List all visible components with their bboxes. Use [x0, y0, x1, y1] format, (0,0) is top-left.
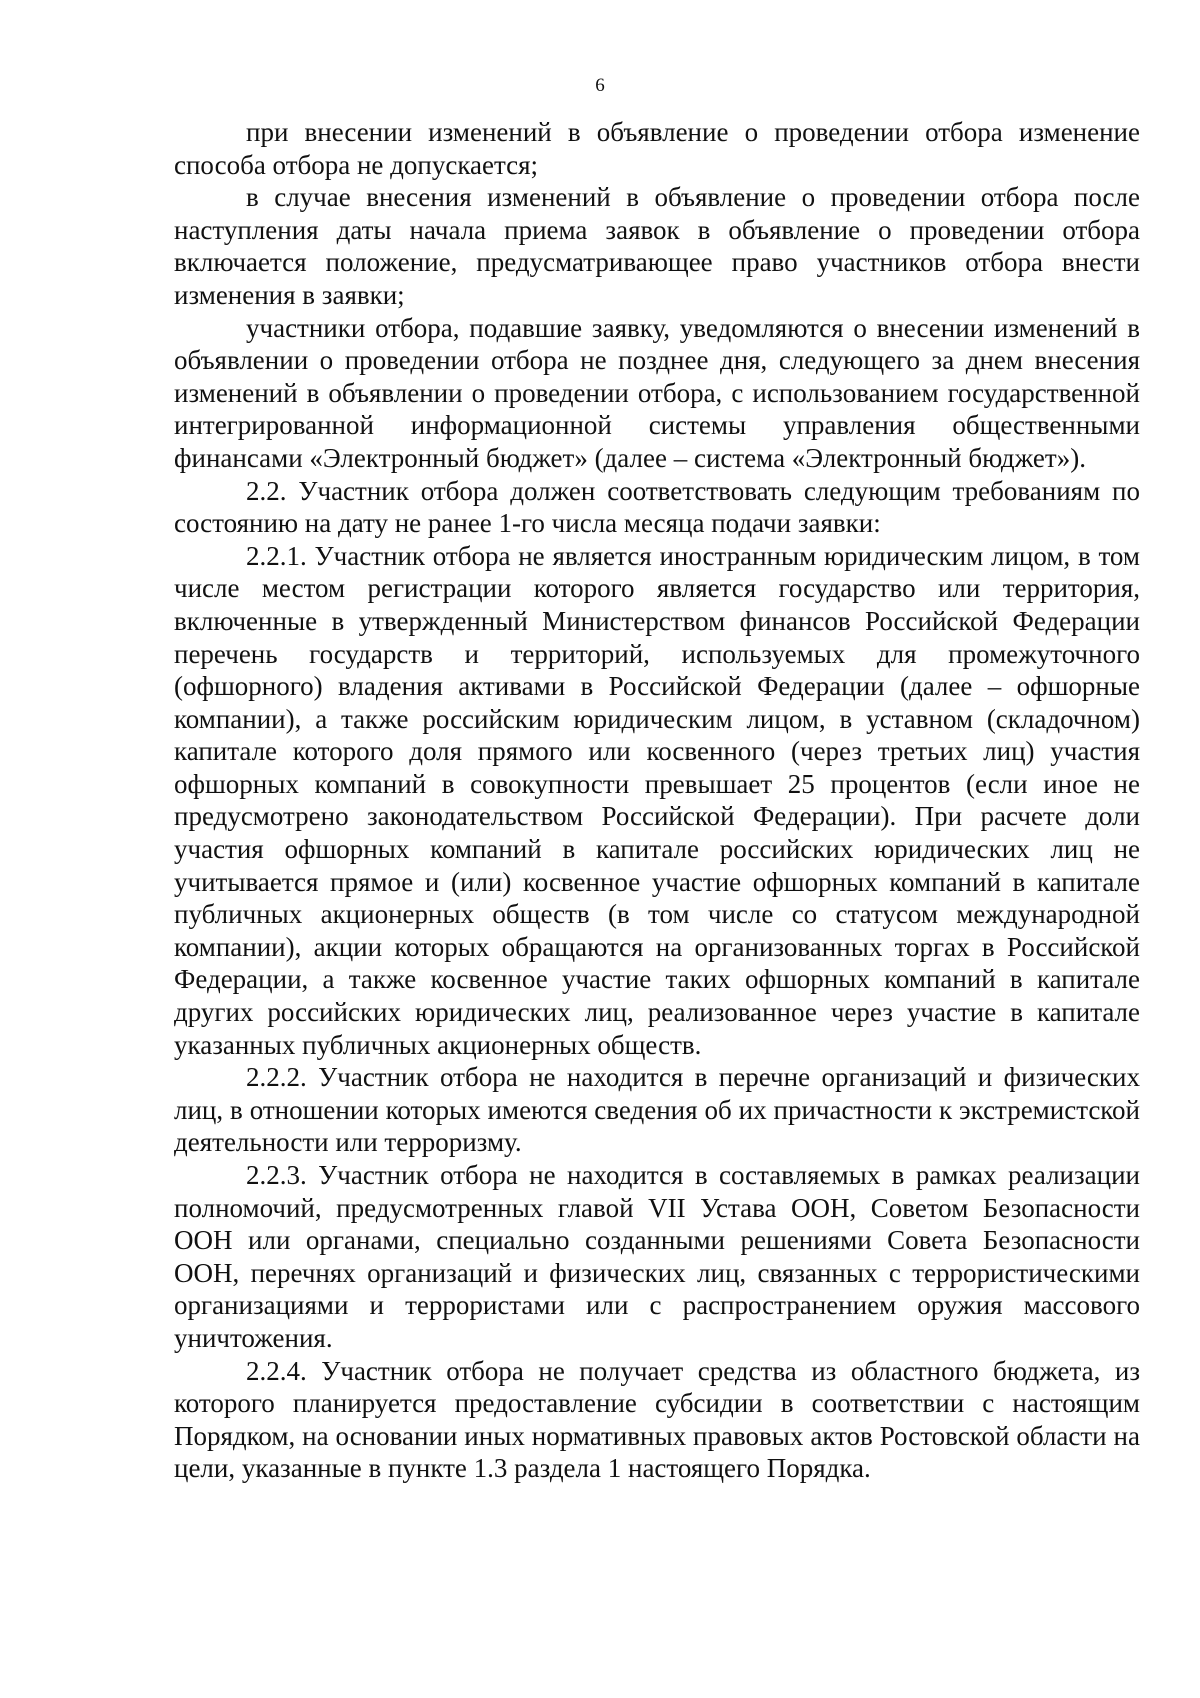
- paragraph-2-2-2-extremism: 2.2.2. Участник отбора не находится в перечне организаций и физических лиц, в отношении которых имеются сведения об их причастности к экстремистской деятельности или терроризму.: [174, 1062, 1140, 1158]
- paragraph-participant-notification: участники отбора, подавшие заявку, уведомляются о внесении изменений в объявлении о проведении отбора не позднее дня, следующего за днем внесения изменений в объявлении о проведении отбора, с использованием государственной интегрированной информационной системы управления общественными финансами «Электронный бюджет» (далее – система «Электронный бюджет»).: [174, 312, 1140, 473]
- paragraph-amendment-after-start: в случае внесения изменений в объявление о проведении отбора после наступления даты начала приема заявок в объявление о проведении отбора включается положение, предусматривающее право участников отбора внести изменения в заявки;: [174, 182, 1140, 310]
- document-body: [174, 116, 1140, 1485]
- paragraph-2-2-requirements: 2.2. Участник отбора должен соответствовать следующим требованиям по состоянию на дату не ранее 1-го числа месяца подачи заявки:: [174, 475, 1140, 539]
- paragraph-2-2-1-offshore: 2.2.1. Участник отбора не является иностранным юридическим лицом, в том числе местом регистрации которого является государство или территория, включенные в утвержденный Министерством финансов Российской Федерации перечень государств и территорий, используемых для промежуточного (офшорного) владения активами в Российской Федерации (далее – офшорные компании), а также российским юридическим лицом, в уставном (складочном) капитале которого доля прямого или косвенного (через третьих лиц) участия офшорных компаний в совокупности превышает 25 процентов (если иное не предусмотрено законодательством Российской Федерации). При расчете доли участия офшорных компаний в капитале российских юридических лиц не учитывается прямое и (или) косвенное участие офшорных компаний в капитале публичных акционерных обществ (в том числе со статусом международной компании), акции которых обращаются на организованных торгах в Российской Федерации, а также косвенное участие таких офшорных компаний в капитале других российских юридических лиц, реализованное через участие в капитале указанных публичных акционерных обществ.: [174, 540, 1140, 1060]
- page-number: 6: [595, 75, 605, 96]
- paragraph-2-2-4-budget-funds: 2.2.4. Участник отбора не получает средства из областного бюджета, из которого планируется предоставление субсидии в соответствии с настоящим Порядком, на основании иных нормативных правовых актов Ростовской области на цели, указанные в пункте 1.3 раздела 1 настоящего Порядка.: [174, 1355, 1140, 1484]
- paragraph-2-2-3-un-lists: 2.2.3. Участник отбора не находится в составляемых в рамках реализации полномочий, предусмотренных главой VII Устава ООН, Советом Безопасности ООН или органами, специально созданными решениями Совета Безопасности ООН, перечнях организаций и физических лиц, связанных с террористическими организациями и террористами или с распространением оружия массового уничтожения.: [174, 1160, 1140, 1353]
- paragraph-amendment-method: при внесении изменений в объявление о проведении отбора изменение способа отбора не допускается;: [174, 117, 1140, 180]
